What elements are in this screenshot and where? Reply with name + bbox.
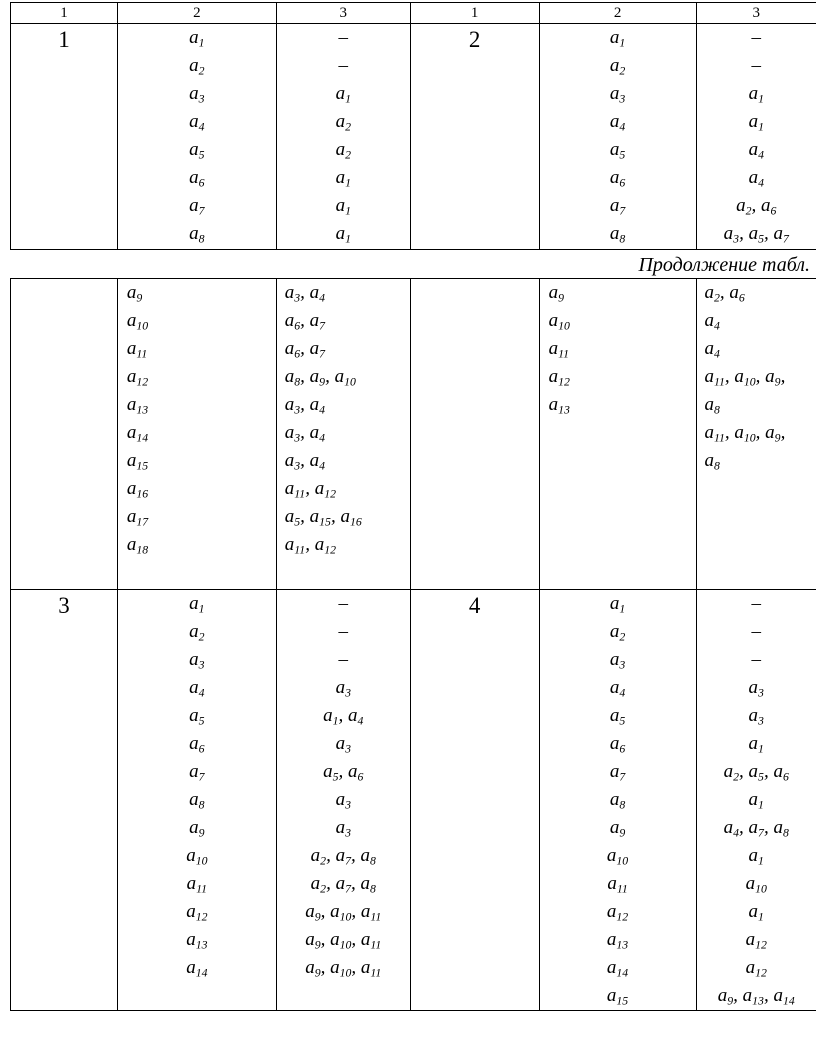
cell-line: $a_2$, $a_7$, $a_8$ [310, 845, 376, 868]
cell-line: $a_1$ [189, 593, 205, 616]
element-list [539, 279, 696, 590]
variant-number [11, 279, 118, 590]
cell-line: $a_3$ [748, 677, 764, 700]
cell-line: $a_5$ [609, 139, 626, 162]
element-list [117, 590, 276, 1011]
dependency-list [696, 590, 816, 1011]
cell-line: $a_3$ [335, 789, 351, 812]
table-part-1 [10, 2, 816, 250]
dependency-list [696, 279, 816, 590]
cell-line: $a_5$ [189, 139, 205, 162]
cell-line: $a_{12}$ [126, 366, 149, 389]
cell-line: – [338, 593, 348, 614]
header-cell: 2 [117, 3, 276, 24]
table-continuation-caption: Продолжение табл. [638, 254, 810, 276]
cell-line: $a_4$ [609, 677, 626, 700]
cell-line: $a_9$, $a_{10}$, $a_{11}$ [305, 929, 382, 952]
cell-line: $a_{11}$, $a_{12}$ [284, 534, 336, 557]
cell-line: $a_1$ [335, 223, 351, 246]
dependency-list [276, 590, 410, 1011]
cell-line: $a_{14}$ [606, 957, 629, 980]
cell-line: $a_1$ [335, 83, 351, 106]
table-part-2 [10, 278, 816, 1011]
dependency-list [276, 279, 410, 590]
cell-line: $a_1$ [748, 83, 764, 106]
variant-number: 4 [410, 590, 539, 1011]
dependency-list [276, 24, 410, 250]
cell-line: $a_{12}$ [745, 929, 767, 952]
cell-line: $a_2$, $a_6$ [704, 282, 745, 305]
cell-line: $a_3$ [189, 83, 205, 106]
element-list [117, 24, 276, 250]
cell-line: $a_2$, $a_6$ [736, 195, 777, 218]
cell-line: $a_1$, $a_4$ [323, 705, 364, 728]
cell-line: $a_8$ [704, 450, 720, 473]
cell-line: $a_5$ [609, 705, 626, 728]
dependency-list [696, 24, 816, 250]
cell-line: $a_{12}$ [745, 957, 767, 980]
cell-line: $a_1$ [748, 845, 764, 868]
cell-line: $a_9$ [548, 282, 565, 305]
cell-line: $a_1$ [335, 195, 351, 218]
header-row [11, 3, 816, 24]
cell-line: – [751, 27, 761, 48]
cell-line: $a_6$ [189, 167, 205, 190]
cell-line: $a_9$ [126, 282, 143, 305]
cell-line: $a_3$, $a_4$ [284, 450, 326, 473]
cell-line: $a_8$, $a_9$, $a_{10}$ [284, 366, 356, 389]
cell-line: $a_3$ [748, 705, 764, 728]
cell-line: – [338, 55, 349, 76]
cell-line: $a_{10}$ [548, 310, 570, 333]
header-cell: 1 [410, 3, 539, 24]
cell-line: $a_{15}$ [606, 985, 629, 1008]
cell-line: $a_9$ [189, 817, 205, 840]
cell-line: $a_7$ [609, 195, 626, 218]
cell-line: $a_3$, $a_4$ [284, 422, 326, 445]
cell-line: $a_1$ [335, 167, 351, 190]
variant-number: 1 [11, 24, 118, 250]
cell-line: $a_{16}$ [126, 478, 149, 501]
table-row [11, 24, 816, 250]
cell-line: – [338, 621, 348, 642]
cell-line: $a_{13}$ [186, 929, 208, 952]
cell-line: $a_4$ [748, 139, 764, 162]
element-list [117, 279, 276, 590]
element-list [539, 590, 696, 1011]
cell-line: $a_9$ [609, 817, 626, 840]
cell-line: $a_{14}$ [126, 422, 149, 445]
cell-line: $a_{11}$ [186, 873, 208, 896]
cell-line: $a_7$ [189, 195, 205, 218]
cell-line: $a_7$ [609, 761, 626, 784]
cell-line: $a_{11}$ [126, 338, 148, 361]
cell-line: $a_{12}$ [548, 366, 570, 389]
cell-line: $a_{11}$, $a_{10}$, $a_9$, [704, 366, 786, 389]
cell-line: $a_5$, $a_{15}$, $a_{16}$ [284, 506, 362, 529]
cell-line: $a_{10}$ [186, 845, 208, 868]
header-cell: 3 [276, 3, 410, 24]
cell-line: $a_{13}$ [606, 929, 629, 952]
cell-line: $a_4$, $a_7$, $a_8$ [723, 817, 789, 840]
cell-line: $a_{11}$ [548, 338, 570, 361]
cell-line: $a_1$ [748, 111, 764, 134]
cell-line: $a_{17}$ [126, 506, 149, 529]
cell-line: $a_{12}$ [606, 901, 629, 924]
cell-line: – [751, 621, 761, 642]
cell-line: $a_{11}$ [607, 873, 628, 896]
cell-line: $a_2$ [189, 55, 205, 78]
cell-line: – [751, 55, 761, 76]
cell-line: $a_3$, $a_5$, $a_7$ [723, 223, 789, 246]
cell-line: $a_1$ [748, 733, 764, 756]
cell-line: – [751, 649, 761, 670]
cell-line: $a_{13}$ [548, 394, 570, 417]
cell-line: – [751, 593, 761, 614]
cell-line: $a_1$ [609, 593, 626, 616]
cell-line: $a_{18}$ [126, 534, 149, 557]
cell-line: $a_2$ [609, 621, 626, 644]
cell-line: $a_9$, $a_{13}$, $a_{14}$ [717, 985, 795, 1008]
cell-line: $a_{15}$ [126, 450, 149, 473]
cell-line: $a_7$ [189, 761, 205, 784]
table-row [11, 279, 816, 590]
table-row [11, 590, 816, 1011]
cell-line: $a_4$ [704, 310, 720, 333]
cell-line: $a_{12}$ [186, 901, 208, 924]
cell-line: $a_1$ [609, 27, 626, 50]
cell-line: $a_{10}$ [745, 873, 767, 896]
cell-line: $a_9$, $a_{10}$, $a_{11}$ [305, 901, 382, 924]
cell-line: $a_4$ [609, 111, 626, 134]
cell-line: $a_2$ [335, 139, 351, 162]
cell-line: $a_5$, $a_6$ [323, 761, 364, 784]
cell-line: $a_6$ [609, 733, 626, 756]
variant-number: 3 [11, 590, 118, 1011]
cell-line: $a_8$ [704, 394, 720, 417]
header-cell: 3 [696, 3, 816, 24]
cell-line: $a_1$ [748, 901, 764, 924]
cell-line: $a_6$ [189, 733, 205, 756]
cell-line: $a_4$ [189, 111, 205, 134]
cell-line: $a_8$ [189, 223, 205, 246]
cell-line: $a_4$ [189, 677, 205, 700]
cell-line: $a_6$, $a_7$ [284, 338, 326, 361]
header-cell: 1 [11, 3, 118, 24]
cell-line: $a_{10}$ [606, 845, 629, 868]
cell-line: $a_{14}$ [186, 957, 208, 980]
cell-line: $a_5$ [189, 705, 205, 728]
cell-line: $a_{11}$, $a_{10}$, $a_9$, [704, 422, 786, 445]
cell-line: $a_2$ [335, 111, 351, 134]
cell-line: $a_4$ [748, 167, 764, 190]
cell-line: $a_3$ [335, 817, 351, 840]
cell-line: $a_2$ [189, 621, 205, 644]
element-list [539, 24, 696, 250]
variant-number: 2 [410, 24, 539, 250]
cell-line: $a_4$ [704, 338, 720, 361]
cell-line: $a_3$ [189, 649, 205, 672]
cell-line: $a_8$ [609, 223, 626, 246]
cell-line: $a_2$ [609, 55, 626, 78]
header-cell: 2 [539, 3, 696, 24]
variant-number [410, 279, 539, 590]
cell-line: $a_8$ [189, 789, 205, 812]
cell-line: $a_3$ [609, 83, 626, 106]
cell-line: $a_3$ [335, 677, 351, 700]
cell-line: $a_6$, $a_7$ [284, 310, 326, 333]
cell-line: $a_8$ [609, 789, 626, 812]
cell-line: $a_2$, $a_7$, $a_8$ [310, 873, 376, 896]
cell-line: – [338, 649, 348, 670]
cell-line: $a_3$, $a_4$ [284, 282, 326, 305]
cell-line: $a_3$, $a_4$ [284, 394, 326, 417]
cell-line: $a_3$ [609, 649, 626, 672]
cell-line: $a_{13}$ [126, 394, 149, 417]
cell-line: – [338, 27, 349, 48]
cell-line: $a_6$ [609, 167, 626, 190]
cell-line: $a_1$ [748, 789, 764, 812]
cell-line: $a_2$, $a_5$, $a_6$ [723, 761, 789, 784]
cell-line: $a_3$ [335, 733, 351, 756]
cell-line: $a_{11}$, $a_{12}$ [284, 478, 336, 501]
cell-line: $a_9$, $a_{10}$, $a_{11}$ [305, 957, 382, 980]
cell-line: $a_1$ [189, 27, 205, 50]
cell-line: $a_{10}$ [126, 310, 149, 333]
